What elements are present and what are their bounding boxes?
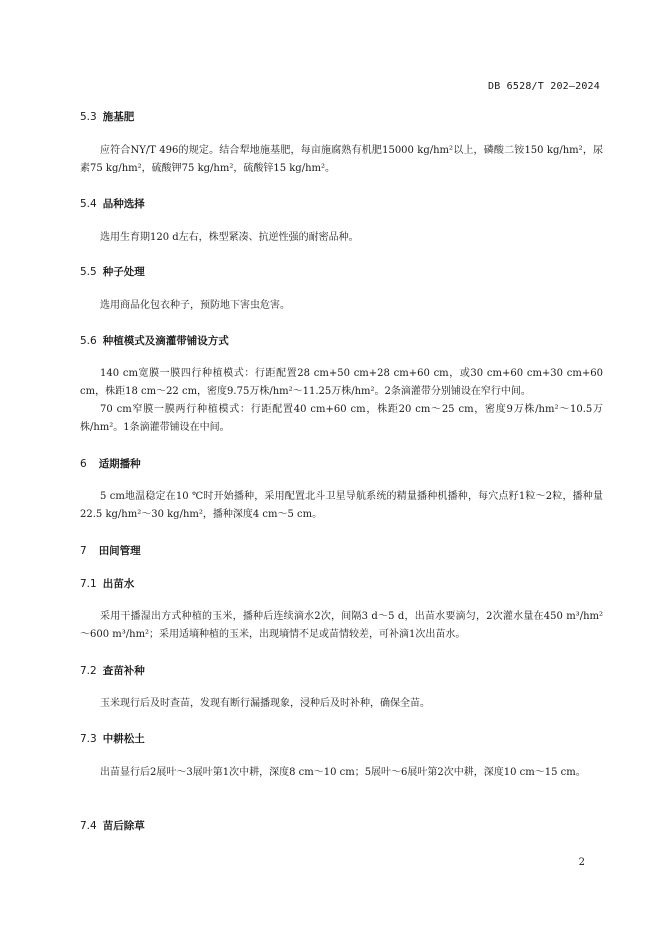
section-heading-7-1: 7.1 出苗水 bbox=[80, 578, 135, 590]
paragraph: 选用商品化包衣种子，预防地下害虫危害。 bbox=[100, 300, 290, 311]
document-code: DB 6528/T 202—2024 bbox=[488, 81, 600, 92]
section-heading-7-4: 7.4 苗后除草 bbox=[80, 820, 145, 832]
paragraph: 选用生育期120 d左右，株型紧凑、抗逆性强的耐密品种。 bbox=[100, 232, 359, 243]
page-number: 2 bbox=[578, 857, 585, 868]
section-heading-5-3: 5.3 施基肥 bbox=[80, 111, 135, 123]
section-heading-5-4: 5.4 品种选择 bbox=[80, 198, 145, 210]
section-heading-7: 7 田间管理 bbox=[80, 545, 141, 557]
section-heading-6: 6 适期播种 bbox=[80, 458, 141, 470]
paragraph: 70 cm窄膜一膜两行种植模式：行距配置40 cm+60 cm，株距20 cm～25 cm，密度9万株/hm²～10.5万株/hm²。1条滴灌带铺设在中间。 bbox=[80, 404, 603, 433]
paragraph: 应符合NY/T 496的规定。结合犁地施基肥，每亩施腐熟有机肥15000 kg/hm²以上，磷酸二铵150 kg/hm²，尿素75 kg/hm²，硫酸钾75 kg/hm²，硫酸锌15 kg/hm²。 bbox=[80, 145, 603, 174]
section-heading-5-5: 5.5 种子处理 bbox=[80, 266, 145, 278]
section-heading-7-3: 7.3 中耕松土 bbox=[80, 733, 145, 745]
paragraph: 采用干播湿出方式种植的玉米，播种后连续滴水2次，间隔3 d～5 d，出苗水要滴匀，2次灌水量在450 m³/hm²～600 m³/hm²；采用适墒种植的玉米，出现墒情不足或苗情较差，可补滴1次出苗水。 bbox=[80, 611, 603, 640]
paragraph: 出苗显行后2展叶～3展叶第1次中耕，深度8 cm～10 cm；5展叶～6展叶第2次中耕，深度10 cm～15 cm。 bbox=[100, 767, 586, 778]
paragraph: 5 cm地温稳定在10 ℃时开始播种，采用配置北斗卫星导航系统的精量播种机播种，每穴点籽1粒～2粒，播种量22.5 kg/hm²～30 kg/hm²，播种深度4 cm～5 cm。 bbox=[80, 491, 603, 520]
paragraph: 玉米现行后及时查苗，发现有断行漏播现象，浸种后及时补种，确保全苗。 bbox=[100, 698, 430, 709]
section-heading-5-6: 5.6 种植模式及滴灌带铺设方式 bbox=[80, 335, 229, 347]
section-heading-7-2: 7.2 查苗补种 bbox=[80, 665, 145, 677]
paragraph: 140 cm宽膜一膜四行种植模式：行距配置28 cm+50 cm+28 cm+60 cm，或30 cm+60 cm+30 cm+60 cm，株距18 cm～22 cm，密度9.75万株/hm²～11.25万株/hm²。2条滴灌带分别铺设在窄行中间。 bbox=[80, 368, 603, 397]
